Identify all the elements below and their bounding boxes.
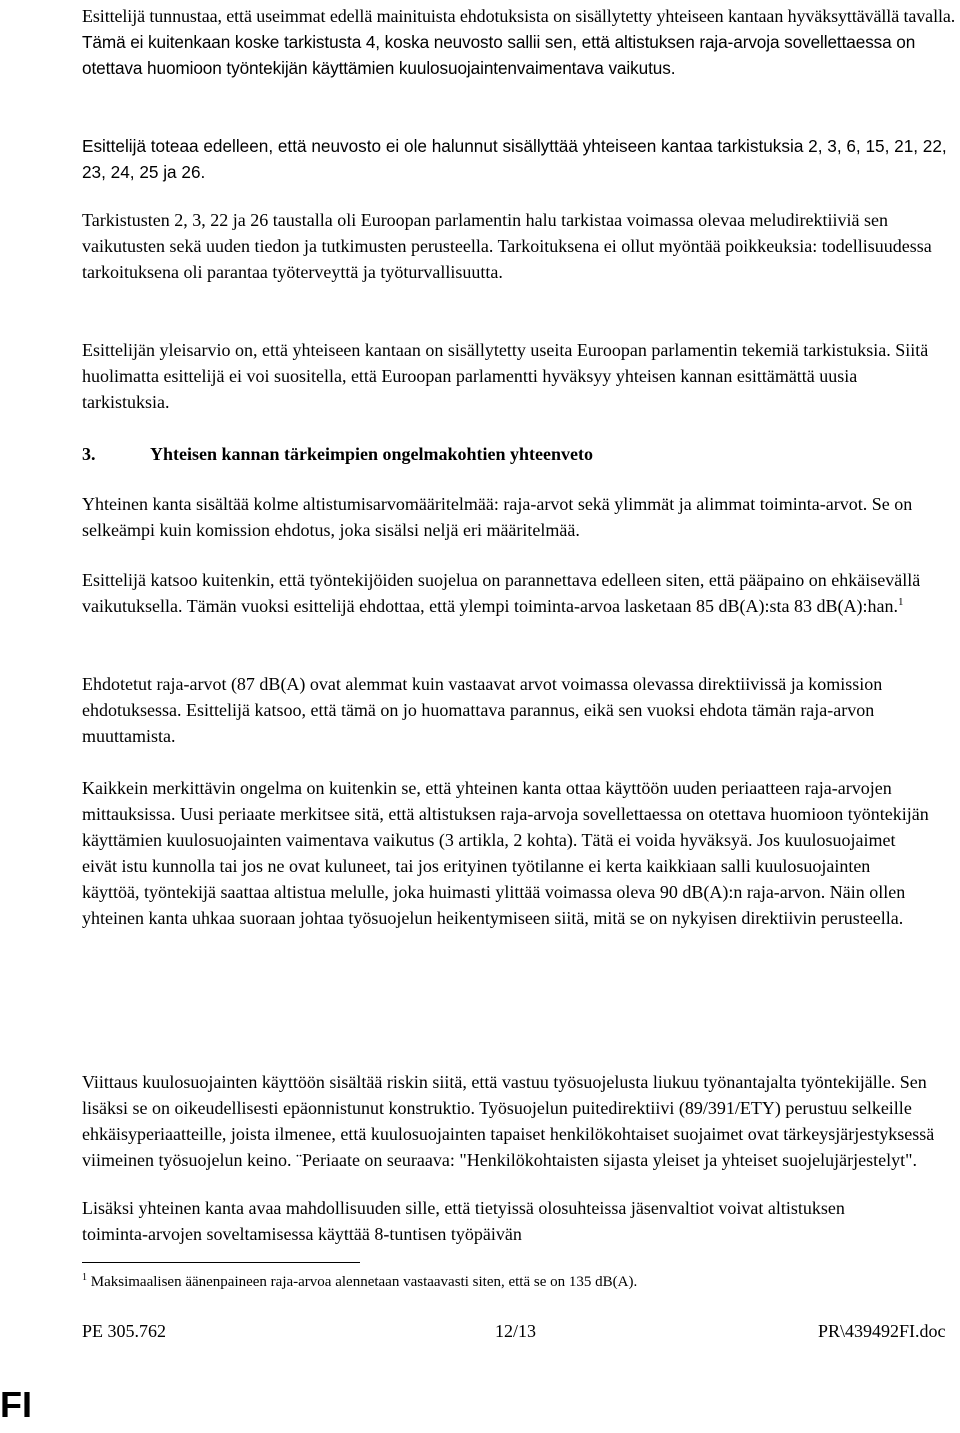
paragraph-6-text: Esittelijä katsoo kuitenkin, että työntekijöiden suojelua on parannettava edelleen siten, että pääpaino on ehkäisevällä vaikutuksella. Tämän vuoksi esittelijä ehdottaa, että ylempi toiminta-arvoa lasketaan 85 dB(A):sta 83 dB(A):han. — [82, 570, 921, 616]
paragraph-5: Yhteinen kanta sisältää kolme altistumisarvomääritelmää: raja-arvot sekä ylimmät ja alimmat toiminta-arvot. Se on selkeämpi kuin komission ehdotus, joka sisälsi neljä eri määritelmää. — [82, 494, 913, 540]
paragraph-2: Esittelijä toteaa edelleen, että neuvosto ei ole halunnut sisällyttää yhteiseen kantaa tarkistuksia 2, 3, 6, 15, 21, 22, 23, 24, 25 ja 26. — [82, 136, 947, 182]
footnote-reference[interactable]: 1 — [897, 596, 904, 608]
footnote-text: Maksimaalisen äänenpaineen raja-arvoa alennetaan vastaavasti siten, että se on 135 dB(A). — [90, 1274, 638, 1290]
paragraph-1-part-b: Tämä ei kuitenkaan koske tarkistusta 4, koska neuvosto sallii sen, että altistuksen raja-arvoja sovellettaessa on otettava huomioon työntekijän käyttämien kuulosuojaintenvaimentava vaikutus. — [82, 32, 916, 78]
section-number: 3. — [82, 444, 96, 464]
footer-file-name: PR\439492FI.doc — [818, 1321, 946, 1341]
paragraph-10: Lisäksi yhteinen kanta avaa mahdollisuuden sille, että tietyissä olosuhteissa jäsenvaltiot voivat altistuksen toiminta-arvojen soveltamisessa käyttää 8-tuntisen työpäivän — [82, 1198, 845, 1244]
footnote-separator — [82, 1262, 360, 1263]
paragraph-6 — [82, 567, 932, 619]
footnote — [82, 1272, 637, 1292]
footer-doc-ref: PE 305.762 — [82, 1321, 167, 1341]
paragraph-7: Ehdotetut raja-arvot (87 dB(A) ovat alemmat kuin vastaavat arvot voimassa olevassa direktiivissä ja komission ehdotuksessa. Esittelijä katsoo, että tämä on jo huomattava parannus, eikä sen vuoksi ehdota tämän raja-arvon muuttamista. — [82, 674, 883, 746]
section-title: Yhteisen kannan tärkeimpien ongelmakohtien yhteenveto — [150, 444, 594, 464]
paragraph-8: Kaikkein merkittävin ongelma on kuitenkin se, että yhteinen kanta ottaa käyttöön uuden periaatteen raja-arvojen mittauksissa. Uusi periaate merkitsee sitä, että altistuksen raja-arvoja sovellettaessa on otettava huomioon työntekijän käyttämien kuulosuojainten vaimentava vaikutus (3 artikla, 2 kohta). Tätä ei voida hyväksyä. Jos kuulosuojaimet eivät istu kunnolla tai jos ne ovat kuluneet, tai jos erityinen työtilanne ei kerta kaikkiaan salli kuulosuojainten käyttöä, työntekijä saattaa altistua melulle, joka huimasti ylittää voimassa oleva 90 dB(A):n raja-arvon. Näin ollen yhteinen kanta uhkaa suoraan johtaa työsuojelun heikentymiseen siitä, mitä se on nykyisen direktiivin perusteella. — [82, 778, 929, 928]
footer-page-number: 12/13 — [495, 1321, 537, 1341]
paragraph-1-part-a: Esittelijä tunnustaa, että useimmat edellä mainituista ehdotuksista on sisällytetty yhteiseen kantaan hyväksyttävällä tavalla. — [82, 6, 956, 26]
paragraph-9: Viittaus kuulosuojainten käyttöön sisältää riskin siitä, että vastuu työsuojelusta liukuu työnantajalta työntekijälle. Sen lisäksi se on oikeudellisesti epäonnistunut konstruktio. Työsuojelun puitedirektiivi (89/391/ETY) perustuu selkeille ehkäisyperiaatteille, joista ilmenee, että kuulosuojainten tapaiset henkilökohtaiset suojaimet ovat tärkeysjärjestyksessä viimeinen työsuojelun keino. ¨Periaate on seuraava: "Henkilökohtaisten sijasta yleiset ja yhteiset suojelujärjestelyt". — [82, 1072, 935, 1170]
paragraph-3: Tarkistusten 2, 3, 22 ja 26 taustalla oli Euroopan parlamentin halu tarkistaa voimassa olevaa meludirektiiviä sen vaikutusten sekä uuden tiedon ja tutkimusten perusteella. Tarkoituksena ei ollut myöntää poikkeuksia: todellisuudessa tarkoituksena oli parantaa työterveyttä ja työturvallisuutta. — [82, 210, 932, 282]
paragraph-4-visible: Esittelijän yleisarvio on, että yhteiseen kantaan on sisällytetty useita Euroopan parlamentin tekemiä tarkistuksia. Siitä huolimatta esittelijä ei voi suositella, että Euroopan parlamentti hyväksyy yhteisen kannan esittämättä uusia tarkistuksia. — [82, 340, 929, 412]
section-heading — [82, 441, 593, 467]
paragraph-1 — [82, 3, 960, 81]
language-code: FI — [0, 1384, 32, 1425]
footnote-number: 1 — [82, 1272, 87, 1283]
